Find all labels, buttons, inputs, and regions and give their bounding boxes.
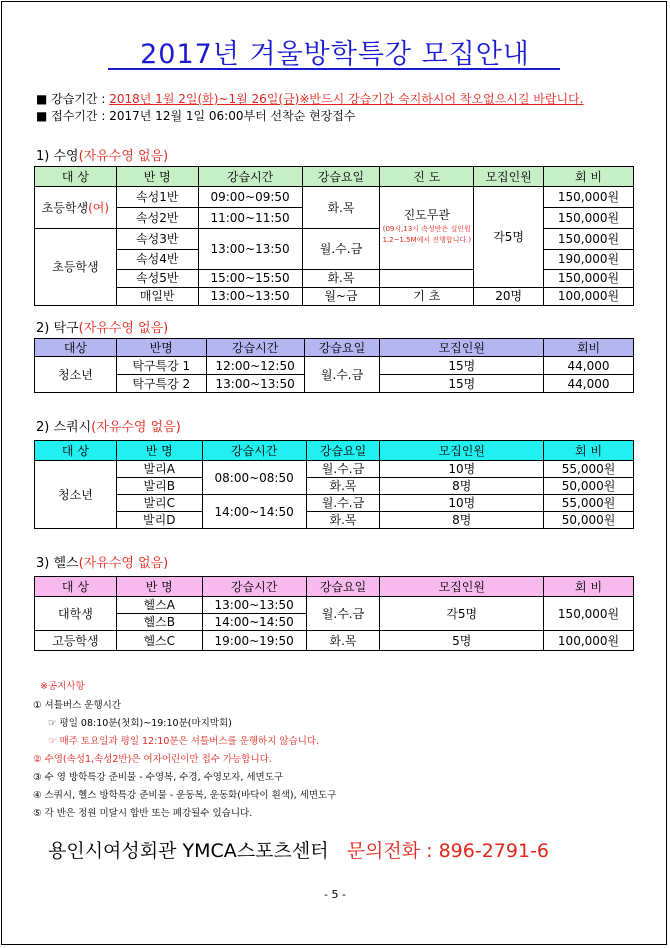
note-item: ☞ 평일 08:10분(첫회)~19:10분(마지막회) [48,718,232,729]
fee-cell: 44,000 [544,357,634,375]
class-cell: 속성1반 [116,187,198,208]
class-cell: 탁구특강 2 [116,375,206,393]
tabletennis-heading: 2) 탁구(자유수영 없음) [36,321,169,336]
target-cell: 고등학생 [35,631,117,651]
time-cell: 13:00~13:50 [202,597,306,614]
class-cell: 헬스B [116,614,202,631]
note-item: ☞ 매주 토요일과 평일 12:10분은 셔틀버스를 운행하지 않습니다. [48,736,320,747]
note-item: ⑤ 각 반은 정원 미달시 합반 또는 폐강될수 있습니다. [33,808,253,819]
registration-value: 2017년 12월 1일 06:00부터 선착순 현장접수 [109,109,356,123]
capacity-cell: 20명 [474,287,544,305]
col-header: 모집인원 [380,339,544,357]
fee-cell: 150,000원 [544,208,634,229]
col-header: 강습요일 [306,441,380,461]
col-header: 모집인원 [380,577,544,597]
fee-cell: 55,000원 [544,495,634,512]
bullet: ■ [36,92,48,106]
col-header: 강습요일 [306,577,380,597]
notes-title: ※공지사항 [40,681,85,692]
col-header: 반 명 [116,577,202,597]
class-cell: 발리C [116,495,202,512]
days-cell: 화.목 [306,478,380,495]
fee-cell: 55,000원 [544,461,634,478]
capacity-cell: 각5명 [474,187,544,288]
progress-cell [380,269,474,287]
class-cell: 매일반 [116,287,198,305]
capacity-cell: 10명 [380,495,544,512]
fee-cell: 190,000원 [544,249,634,269]
col-header: 회비 [544,339,634,357]
footer-org: 용인시여성회관 YMCA스포츠센터 [48,840,329,862]
target-cell: 대학생 [35,597,117,631]
registration-line [36,107,355,124]
col-header: 강습시간 [198,167,302,187]
col-header: 회 비 [544,167,634,187]
capacity-cell: 각5명 [380,597,544,631]
time-cell: 13:00~13:50 [206,375,304,393]
days-cell: 화.목 [306,512,380,529]
col-header: 대상 [35,339,117,357]
days-cell: 월.수.금 [306,461,380,478]
col-header: 회 비 [544,577,634,597]
page-number: - 5 - [324,888,346,901]
progress-cell: 진도무관 (09시,13시 속성반은 실인원1.2~1.5M에서 진행합니다.) [380,187,474,270]
time-cell: 15:00~15:50 [198,269,302,287]
days-cell: 화.목 [302,187,380,229]
fee-cell: 150,000원 [544,597,634,631]
class-cell: 발리A [116,461,202,478]
progress-note: (09시,13시 속성반은 실인원1.2~1.5M에서 진행합니다.) [382,225,472,245]
bullet: ■ [36,109,48,123]
time-cell: 14:00~14:50 [202,495,306,529]
swim-heading: 1) 수영(자유수영 없음) [36,149,169,164]
tabletennis-table [34,338,634,393]
col-header: 강습시간 [202,441,306,461]
note-item: ③ 수 영 방학특강 준비물 - 수영복, 수경, 수영모자, 세면도구 [33,772,284,783]
swim-table [34,166,634,306]
days-cell: 화.목 [306,631,380,651]
capacity-cell: 10명 [380,461,544,478]
class-cell: 헬스A [116,597,202,614]
page-title: 2017년 겨울방학특강 모집안내 [140,39,530,70]
capacity-cell: 5명 [380,631,544,651]
fee-cell: 44,000 [544,375,634,393]
time-cell: 08:00~08:50 [202,461,306,495]
fee-cell: 100,000원 [544,287,634,305]
registration-label: 접수기간 : [51,109,106,123]
target-cell: 초등학생 [35,229,117,306]
period-dates: 2018년 1월 2일(화)~1월 26일(금) [109,92,300,106]
squash-heading: 2) 스쿼시(자유수영 없음) [36,420,181,435]
capacity-cell: 15명 [380,375,544,393]
note-item: ④ 스쿼시, 헬스 방학특강 준비물 - 운동복, 운동화(바닥이 흰색), 세면도구 [33,790,337,801]
time-cell: 14:00~14:50 [202,614,306,631]
col-header: 진 도 [380,167,474,187]
col-header: 반명 [116,339,206,357]
progress-cell: 기 초 [380,287,474,305]
col-header: 회 비 [544,441,634,461]
col-header: 대 상 [35,167,117,187]
col-header: 강습시간 [206,339,304,357]
days-cell: 월.수.금 [304,357,380,393]
time-cell: 12:00~12:50 [206,357,304,375]
time-cell: 09:00~09:50 [198,187,302,208]
days-cell: 월.수.금 [302,229,380,269]
col-header: 모집인원 [380,441,544,461]
note-item: ① 셔틀버스 운행시간 [33,700,121,711]
period-label: 강습기간 : [51,92,106,106]
col-header: 강습시간 [202,577,306,597]
class-cell: 발리B [116,478,202,495]
target-cell: 청소년 [35,357,117,393]
class-cell: 속성4반 [116,249,198,269]
days-cell: 월~금 [302,287,380,305]
class-cell: 헬스C [116,631,202,651]
footer [48,836,549,863]
time-cell: 11:00~11:50 [198,208,302,229]
days-cell: 화.목 [302,269,380,287]
fee-cell: 150,000원 [544,187,634,208]
note-item: ② 수영(속성1,속성2반)은 여자어린이만 접수 가능합니다. [33,754,272,765]
fee-cell: 150,000원 [544,269,634,287]
fee-cell: 100,000원 [544,631,634,651]
title-underline [108,68,560,70]
col-header: 강습요일 [304,339,380,357]
capacity-cell: 8명 [380,512,544,529]
time-cell: 13:00~13:50 [198,287,302,305]
days-cell: 월.수.금 [306,597,380,631]
health-table [34,576,634,651]
class-cell: 속성2반 [116,208,198,229]
col-header: 강습요일 [302,167,380,187]
col-header: 대 상 [35,577,117,597]
capacity-cell: 8명 [380,478,544,495]
class-cell: 탁구특강 1 [116,357,206,375]
col-header: 대 상 [35,441,117,461]
fee-cell: 50,000원 [544,478,634,495]
class-cell: 발리D [116,512,202,529]
fee-cell: 50,000원 [544,512,634,529]
period-notice: ※반드시 강습기간 숙지하시어 착오없으시길 바랍니다. [299,92,584,106]
capacity-cell: 15명 [380,357,544,375]
target-cell: 초등학생(여) [35,187,117,229]
col-header: 반 명 [116,441,202,461]
time-cell: 13:00~13:50 [198,229,302,269]
class-cell: 속성5반 [116,269,198,287]
target-cell: 청소년 [35,461,117,529]
footer-contact: 문의전화 : 896-2791-6 [346,840,550,862]
time-cell: 19:00~19:50 [202,631,306,651]
days-cell: 월.수.금 [306,495,380,512]
col-header: 모집인원 [474,167,544,187]
col-header: 반 명 [116,167,198,187]
class-cell: 속성3반 [116,229,198,249]
health-heading: 3) 헬스(자유수영 없음) [36,556,169,571]
fee-cell: 150,000원 [544,229,634,249]
squash-table [34,440,634,529]
period-line [36,90,583,107]
